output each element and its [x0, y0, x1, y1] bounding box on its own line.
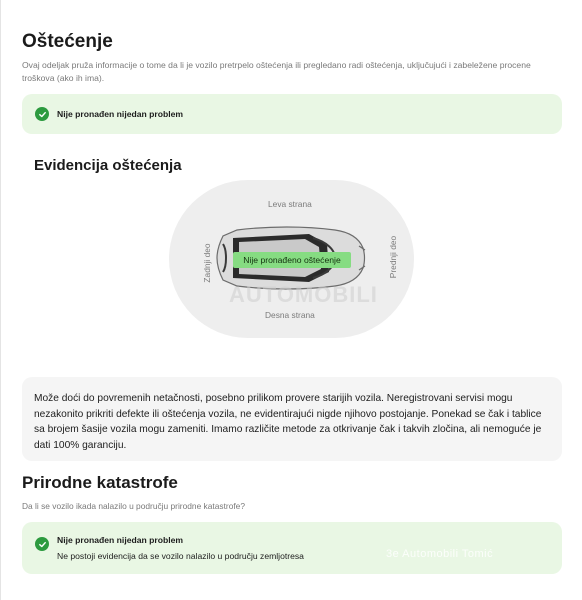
check-circle-icon [35, 107, 49, 121]
front-label: Prednji deo [388, 235, 398, 279]
no-damage-badge: Nije pronađeno oštećenje [233, 252, 351, 268]
disclaimer-text: Može doći do povremenih netačnosti, posebno prilikom provere starijih vozila. Neregistrovani servisi mogu nezakonito prikriti defekte ili oštećenja vozila, ne evidentirajući nigde njihovo postojanje. Ponekad se čak i tablice sa brojem šasije vozila mogu zameniti. Imamo različite metode za otkrivanje čak i takvih zločina, ali nemoguće je dati 100% garanciju. [34, 393, 542, 451]
damage-description: Ovaj odeljak pruža informacije o tome da li je vozilo pretrpelo oštećenja ili pregledano radi oštećenja, uključujući i zabeležene procene troškova (ako ih ima). [22, 60, 531, 83]
natural-disasters-status-text: Nije pronađen nijedan problem [57, 535, 184, 545]
diagram-watermark: AUTOMOBILI [229, 282, 378, 307]
check-circle-icon [35, 537, 49, 551]
damage-record-title: Evidencija oštećenja [34, 157, 182, 174]
right-side-label: Desna strana [265, 310, 315, 320]
left-side-label: Leva strana [268, 199, 312, 209]
corner-watermark: 3e Automobili Tomić [386, 548, 494, 560]
damage-status-text: Nije pronađen nijedan problem [57, 109, 184, 119]
natural-disasters-detail: Ne postoji evidencija da se vozilo nalazilo u području zemljotresa [57, 551, 304, 561]
damage-status-banner [22, 94, 562, 134]
rear-label: Zadnji deo [202, 243, 212, 283]
damage-title: Oštećenje [22, 31, 113, 52]
natural-disasters-description: Da li se vozilo ikada nalazilo u području prirodne katastrofe? [22, 501, 245, 511]
natural-disasters-title: Prirodne katastrofe [22, 473, 178, 492]
